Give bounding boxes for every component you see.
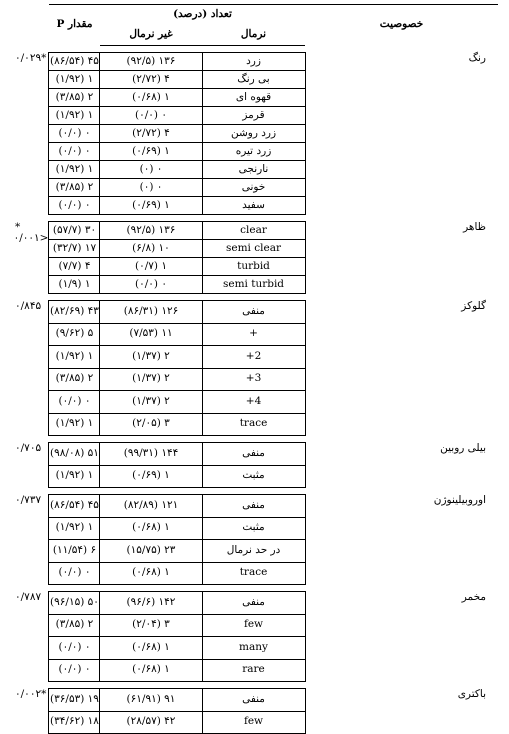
category-cell: 2+ (202, 346, 305, 369)
normal-count-cell: ۰ (۰) (100, 179, 202, 197)
abnormal-count-cell: ۵ (۹/۶۲) (49, 323, 100, 346)
category-cell: few (202, 614, 305, 637)
normal-count-cell: ۱ (۰/۶۸) (100, 89, 202, 107)
category-cell: خونی (202, 179, 305, 197)
abnormal-count-cell: ۱ (۱/۹۲) (49, 465, 100, 488)
abnormal-count-cell: ۳۰ (۵۷/۷) (49, 222, 100, 240)
normal-count-cell: ۱ (۰/۶۸) (100, 562, 202, 585)
abnormal-count-cell: ۰ (۰/۰) (49, 125, 100, 143)
abnormal-count-cell: ۰ (۰/۰) (49, 391, 100, 414)
abnormal-count-cell: ۱ (۱/۹) (49, 276, 100, 294)
p-value-cell: *<۰/۰۰۱ (13, 220, 49, 245)
category-cell: trace (202, 413, 305, 436)
abnormal-count-cell: ۴۳ (۸۲/۶۹) (49, 301, 100, 324)
category-cell: نارنجی (202, 161, 305, 179)
category-cell: trace (202, 562, 305, 585)
category-cell: clear (202, 222, 305, 240)
normal-count-cell: ۱۳۶ (۹۲/۵) (100, 53, 202, 71)
normal-count-cell: ۱ (۰/۶۹) (100, 197, 202, 215)
header-p-value: مقدار P (49, 5, 100, 46)
table-row (9, 443, 498, 466)
feature-name: ظاهر (463, 220, 486, 233)
category-cell: 4+ (202, 391, 305, 414)
abnormal-count-cell: ۴۵ (۸۶/۵۴) (49, 53, 100, 71)
normal-count-cell: ۲ (۱/۳۷) (100, 391, 202, 414)
abnormal-count-cell: ۰ (۰/۰) (49, 562, 100, 585)
abnormal-count-cell: ۴۵ (۸۶/۵۴) (49, 495, 100, 518)
normal-count-cell: ۲ (۱/۳۷) (100, 346, 202, 369)
normal-count-cell: ۴ (۲/۷۲) (100, 71, 202, 89)
normal-count-cell: ۱۲۱ (۸۲/۸۹) (100, 495, 202, 518)
abnormal-count-cell: ۱۸ (۳۴/۶۲) (49, 711, 100, 734)
abnormal-count-cell: ۱ (۱/۹۲) (49, 413, 100, 436)
p-value-cell: *۰/۰۰۲ (15, 687, 47, 700)
category-cell: منفی (202, 689, 305, 712)
category-cell: turbid (202, 258, 305, 276)
abnormal-count-cell: ۱۹ (۳۶/۵۳) (49, 689, 100, 712)
normal-count-cell: ۹۱ (۶۱/۹۱) (100, 689, 202, 712)
normal-count-cell: ۳ (۲/۰۵) (100, 413, 202, 436)
category-cell: semi turbid (202, 276, 305, 294)
p-value-cell: ۰/۷۰۵ (15, 441, 42, 454)
category-cell: semi clear (202, 240, 305, 258)
table-row (9, 592, 498, 615)
abnormal-count-cell: ۱۷ (۳۲/۷) (49, 240, 100, 258)
group-separator (9, 294, 498, 301)
normal-count-cell: ۱ (۰/۶۸) (100, 637, 202, 660)
normal-count-cell: ۱۲۶ (۸۶/۳۱) (100, 301, 202, 324)
group-separator (9, 436, 498, 443)
header-feature: خصوصیت (305, 5, 498, 46)
abnormal-count-cell: ۲ (۳/۸۵) (49, 89, 100, 107)
normal-count-cell: ۰ (۰/۰) (100, 276, 202, 294)
abnormal-count-cell: ۰ (۰/۰) (49, 637, 100, 660)
abnormal-count-cell: ۵۱ (۹۸/۰۸) (49, 443, 100, 466)
category-cell: زرد تیره (202, 143, 305, 161)
normal-count-cell: ۱۱ (۷/۵۳) (100, 323, 202, 346)
table-row (9, 301, 498, 324)
abnormal-count-cell: ۱ (۱/۹۲) (49, 161, 100, 179)
normal-count-cell: ۳ (۲/۰۴) (100, 614, 202, 637)
normal-count-cell: ۱۴۲ (۹۶/۶) (100, 592, 202, 615)
normal-count-cell: ۱۰ (۶/۸) (100, 240, 202, 258)
abnormal-count-cell: ۱ (۱/۹۲) (49, 346, 100, 369)
category-cell: rare (202, 659, 305, 682)
abnormal-count-cell: ۱ (۱/۹۲) (49, 107, 100, 125)
category-cell: مثبت (202, 465, 305, 488)
table-row (9, 689, 498, 712)
abnormal-count-cell: ۰ (۰/۰) (49, 143, 100, 161)
abnormal-count-cell: ۶ (۱۱/۵۴) (49, 540, 100, 563)
abnormal-count-cell: ۵۰ (۹۶/۱۵) (49, 592, 100, 615)
feature-name: بیلی روبین (440, 441, 486, 454)
normal-count-cell: ۰ (۰/۰) (100, 107, 202, 125)
group-separator (9, 46, 498, 53)
normal-count-cell: ۱ (۰/۶۸) (100, 517, 202, 540)
normal-count-cell: ۱۳۶ (۹۲/۵) (100, 222, 202, 240)
table-row (9, 53, 498, 71)
category-cell: منفی (202, 301, 305, 324)
feature-name: مخمر (461, 590, 486, 603)
feature-name: باکتری (457, 687, 486, 700)
p-value-cell: ۰/۸۴۵ (15, 299, 42, 312)
group-separator (9, 488, 498, 495)
table-body (9, 46, 498, 734)
normal-count-cell: ۱ (۰/۶۹) (100, 465, 202, 488)
header-abnormal: غیر نرمال (100, 25, 202, 46)
p-value-cell: ۰/۷۸۷ (15, 590, 42, 603)
category-cell: در حد نرمال (202, 540, 305, 563)
normal-count-cell: ۱ (۰/۶۹) (100, 143, 202, 161)
category-cell: 3+ (202, 368, 305, 391)
group-separator (9, 682, 498, 689)
normal-count-cell: ۱ (۰/۷) (100, 258, 202, 276)
table-row (9, 495, 498, 518)
abnormal-count-cell: ۲ (۳/۸۵) (49, 179, 100, 197)
category-cell: زرد (202, 53, 305, 71)
category-cell: قرمز (202, 107, 305, 125)
normal-count-cell: ۴ (۲/۷۲) (100, 125, 202, 143)
p-value-cell: ۰/۷۳۷ (15, 493, 42, 506)
normal-count-cell: ۱۴۴ (۹۹/۳۱) (100, 443, 202, 466)
abnormal-count-cell: ۲ (۳/۸۵) (49, 614, 100, 637)
category-cell: مثبت (202, 517, 305, 540)
header-count-percent: تعداد (درصد) (100, 5, 305, 26)
group-separator (9, 585, 498, 592)
normal-count-cell: ۰ (۰) (100, 161, 202, 179)
abnormal-count-cell: ۱ (۱/۹۲) (49, 71, 100, 89)
category-cell: + (202, 323, 305, 346)
normal-count-cell: ۲ (۱/۳۷) (100, 368, 202, 391)
category-cell: many (202, 637, 305, 660)
category-cell: سفید (202, 197, 305, 215)
category-cell: بی رنگ (202, 71, 305, 89)
urinalysis-table (9, 4, 498, 734)
feature-name: اوروبیلینوژن (433, 493, 486, 506)
normal-count-cell: ۴۲ (۲۸/۵۷) (100, 711, 202, 734)
abnormal-count-cell: ۰ (۰/۰) (49, 659, 100, 682)
abnormal-count-cell: ۱ (۱/۹۲) (49, 517, 100, 540)
group-separator (9, 215, 498, 222)
table-row (9, 222, 498, 240)
category-cell: few (202, 711, 305, 734)
abnormal-count-cell: ۰ (۰/۰) (49, 197, 100, 215)
p-value-cell: *۰/۰۲۹ (15, 51, 47, 64)
abnormal-count-cell: ۴ (۷/۷) (49, 258, 100, 276)
category-cell: منفی (202, 495, 305, 518)
category-cell: منفی (202, 592, 305, 615)
abnormal-count-cell: ۲ (۳/۸۵) (49, 368, 100, 391)
normal-count-cell: ۲۳ (۱۵/۷۵) (100, 540, 202, 563)
category-cell: منفی (202, 443, 305, 466)
category-cell: زرد روشن (202, 125, 305, 143)
header-normal: نرمال (202, 25, 305, 46)
feature-name: گلوکز (461, 299, 486, 312)
feature-name: رنگ (468, 51, 486, 64)
category-cell: قهوه ای (202, 89, 305, 107)
normal-count-cell: ۱ (۰/۶۸) (100, 659, 202, 682)
